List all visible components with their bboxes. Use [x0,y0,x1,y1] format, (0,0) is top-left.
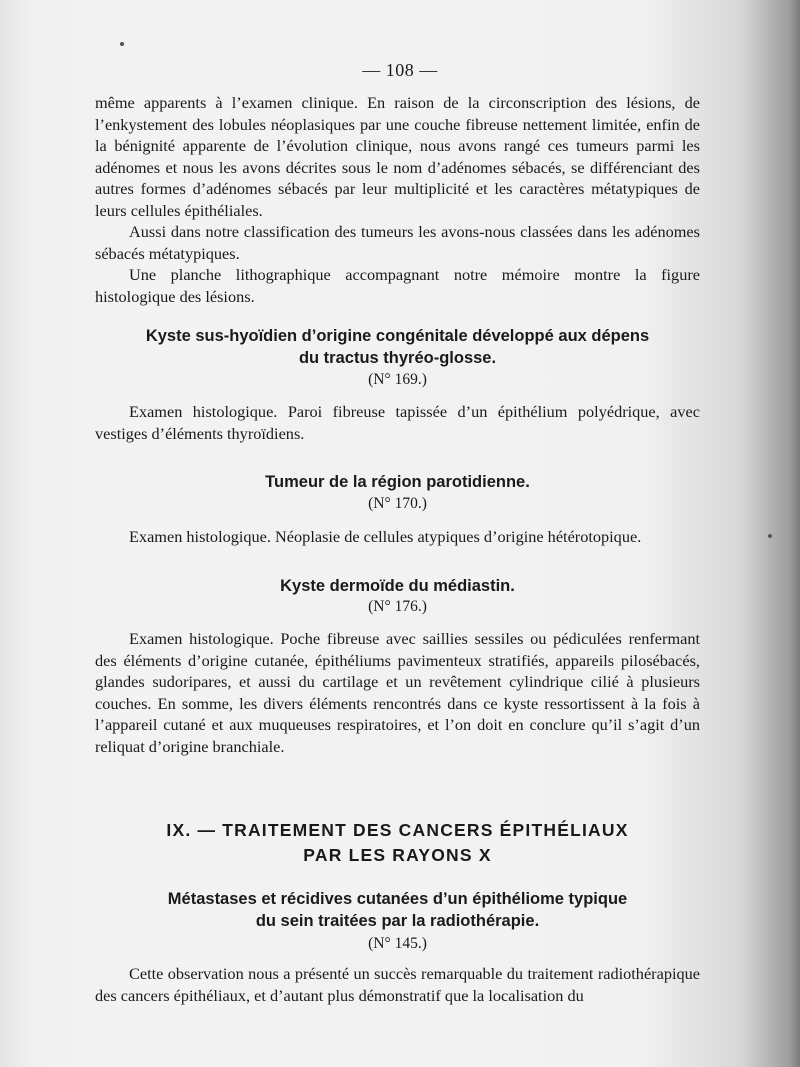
chapter-heading-line: PAR LES RAYONS X [303,845,492,865]
paragraph: même apparents à l’examen clinique. En raison de la circonscription des lésions, de l’enkystement des lobules néoplasiques par une couche fibreuse nettement limitée, enfin de la bénignité apparente de l’évolution clinique, nous avons rangé ces tumeurs parmi les adénomes et nous les avons décrites sous le nom d’adénomes sébacés, se différenciant des autres formes d’adénomes sébacés par leur multiplicité et les caractères métatypiques de leurs cellules épithéliales. [95,93,700,220]
section-title-line: Kyste sus-hyoïdien d’origine congénitale développé aux dépens [145,327,650,345]
section-title-line: du tractus thyréo-glosse. [298,349,497,367]
section-text-block [95,526,700,548]
intro-text [95,92,700,307]
paragraph: Examen histologique. Poche fibreuse avec saillies sessiles ou pédiculées renfermant des éléments d’origine cutanée, épithéliums pavimenteux stratifiés, appareils pilosébacés, glandes sudoripares, et aussi du cartilage et un revêtement cylindrique cilié à plusieurs couches. En somme, les divers éléments rencontrés dans ce kyste ressortissent à la fois à l’appareil cutané et aux muqueuses respiratoires, et l’on doit en conclure qu’il s’agit d’un reliquat d’origine branchiale. [95,629,700,756]
paragraph: Cette observation nous a présenté un succès remarquable du traitement radiothérapique des cancers épithéliaux, et d’autant plus démonstratif que la localisation du [95,964,700,1005]
chapter-heading-line: IX. — TRAITEMENT DES CANCERS ÉPITHÉLIAUX [166,820,629,840]
paragraph: Examen histologique. Paroi fibreuse tapissée d’un épithélium polyédrique, avec vestiges d’éléments thyroïdiens. [95,402,700,443]
reference-number: (N° 169.) [368,371,427,388]
reference-number: (N° 170.) [368,495,427,512]
section-text-block [95,401,700,444]
section-title-line: Métastases et récidives cutanées d’un épithéliome typique [167,890,628,908]
reference-number: (N° 176.) [368,598,427,615]
section-text-block [95,628,700,757]
section-title-line: Kyste dermoïde du médiastin. [280,577,515,595]
reference-number: (N° 145.) [368,935,427,952]
paragraph: Examen histologique. Néoplasie de cellules atypiques d’origine hétérotopique. [129,527,642,546]
section-title-line: Tumeur de la région parotidienne. [265,473,530,491]
scan-speck [120,42,124,46]
paragraph: Aussi dans notre classification des tumeurs les avons-nous classées dans les adénomes sébacés métatypiques. [95,222,700,263]
page-number: — 108 — [362,60,438,80]
section-text-block [95,963,700,1006]
scan-speck [768,534,772,538]
section-title-line: du sein traitées par la radiothérapie. [255,912,540,930]
paragraph: Une planche lithographique accompagnant notre mémoire montre la figure histologique des lésions. [95,265,700,306]
